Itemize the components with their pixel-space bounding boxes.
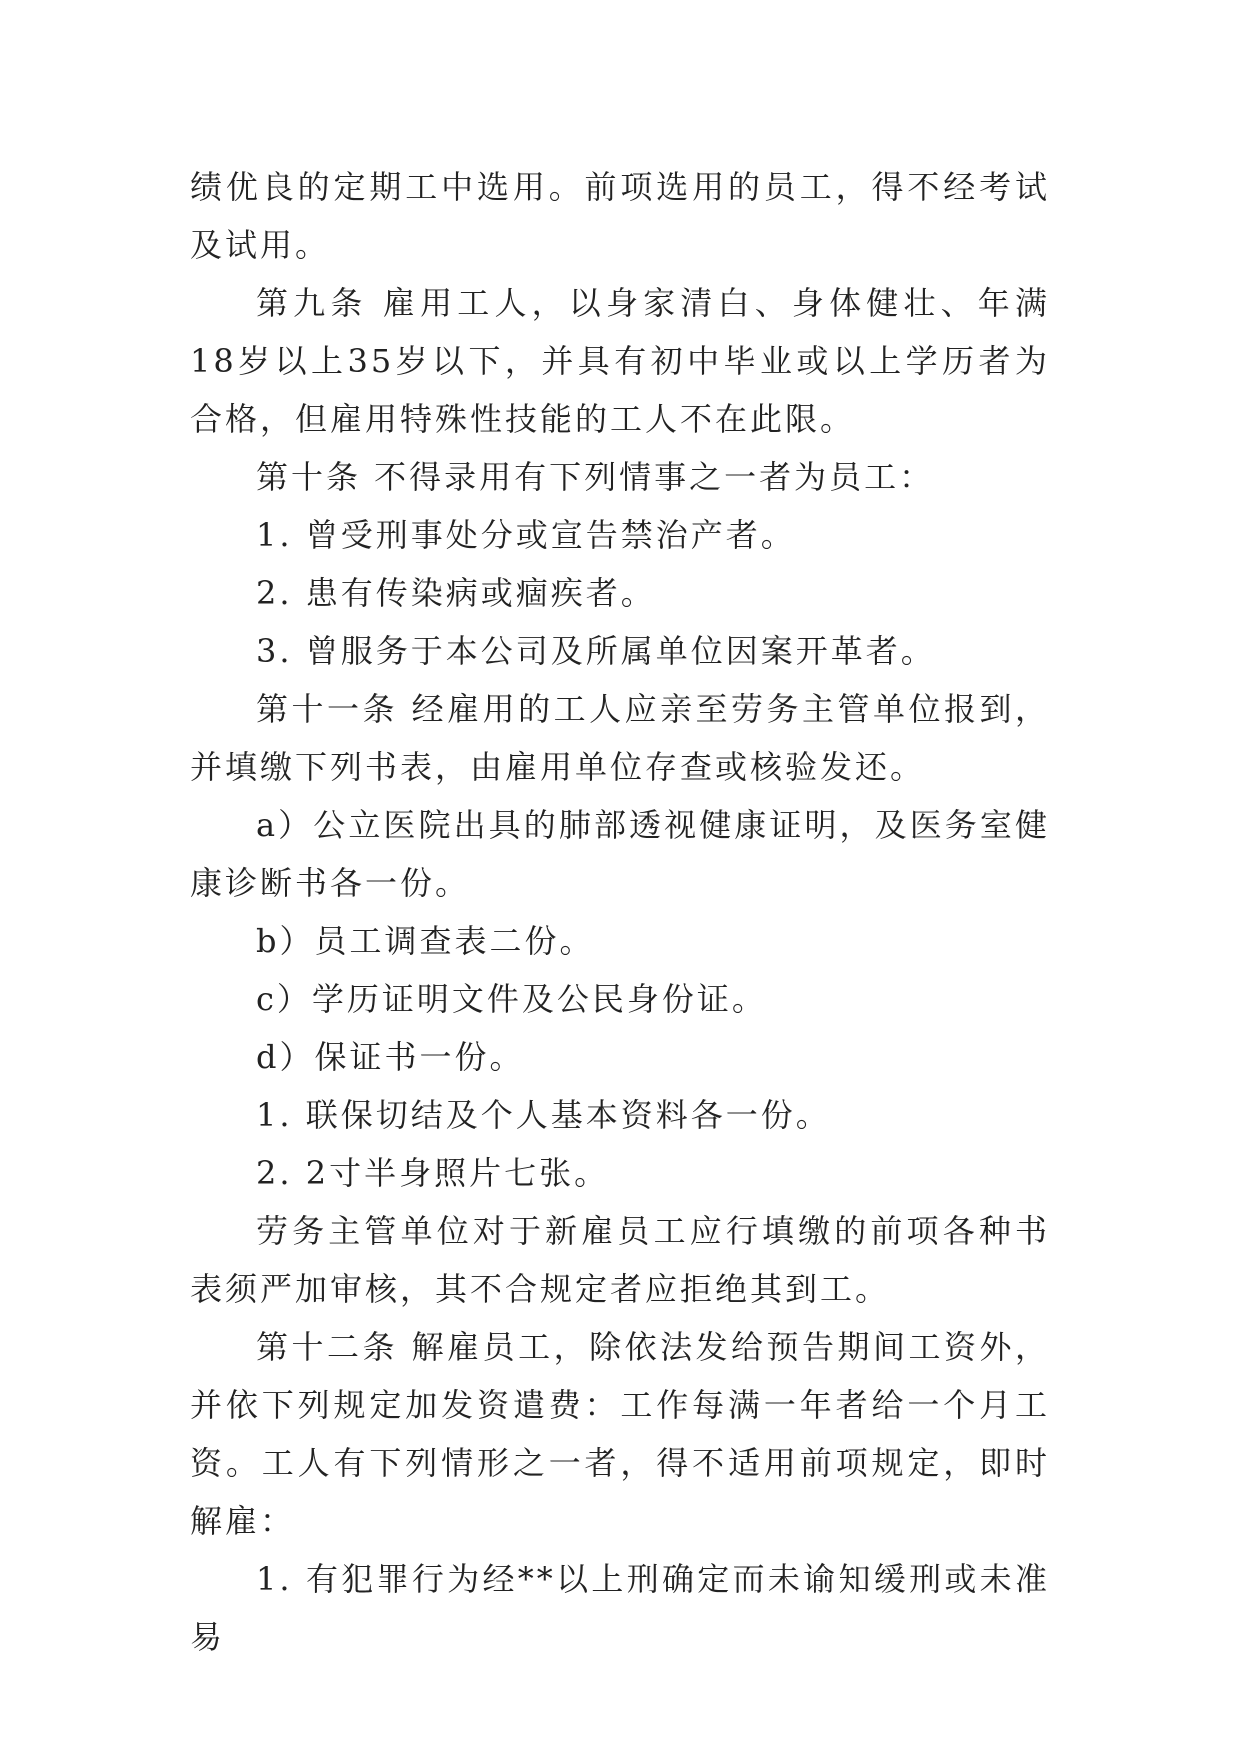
paragraph-article-10: 第十条 不得录用有下列情事之一者为员工： <box>256 458 935 496</box>
document-body <box>190 158 1050 1666</box>
list-item-d: d）保证书一份。 <box>256 1038 525 1076</box>
list-item-b: b）员工调查表二份。 <box>256 922 595 960</box>
paragraph-1: 绩优良的定期工中选用。前项选用的员工，得不经考试及试用。 <box>190 168 1050 264</box>
list-item-2: 2. 患有传染病或痼疾者。 <box>256 574 656 612</box>
list-item-a: a）公立医院出具的肺部透视健康证明，及医务室健康诊断书各一份。 <box>190 806 1050 902</box>
paragraph-article-11: 第十一条 经雇用的工人应亲至劳务主管单位报到，并填缴下列书表，由雇用单位存查或核验发还。 <box>190 690 1050 786</box>
list-item-sub-2: 2. 2寸半身照片七张。 <box>256 1154 610 1192</box>
list-item-1: 1. 曾受刑事处分或宣告禁治产者。 <box>256 516 796 554</box>
paragraph-article-12: 第十二条 解雇员工，除依法发给预告期间工资外，并依下列规定加发资遣费：工作每满一年者给一个月工资。工人有下列情形之一者，得不适用前项规定，即时解雇： <box>190 1328 1050 1540</box>
list-item-3: 3. 曾服务于本公司及所属单位因案开革者。 <box>256 632 936 670</box>
list-item-dismissal-1: 1. 有犯罪行为经**以上刑确定而未谕知缓刑或未准易 <box>190 1560 1050 1656</box>
paragraph-review: 劳务主管单位对于新雇员工应行填缴的前项各种书表须严加审核，其不合规定者应拒绝其到工。 <box>190 1212 1050 1308</box>
list-item-c: c）学历证明文件及公民身份证。 <box>256 980 767 1018</box>
list-item-sub-1: 1. 联保切结及个人基本资料各一份。 <box>256 1096 831 1134</box>
paragraph-article-9: 第九条 雇用工人，以身家清白、身体健壮、年满18岁以上35岁以下，并具有初中毕业或以上学历者为合格，但雇用特殊性技能的工人不在此限。 <box>190 284 1050 438</box>
